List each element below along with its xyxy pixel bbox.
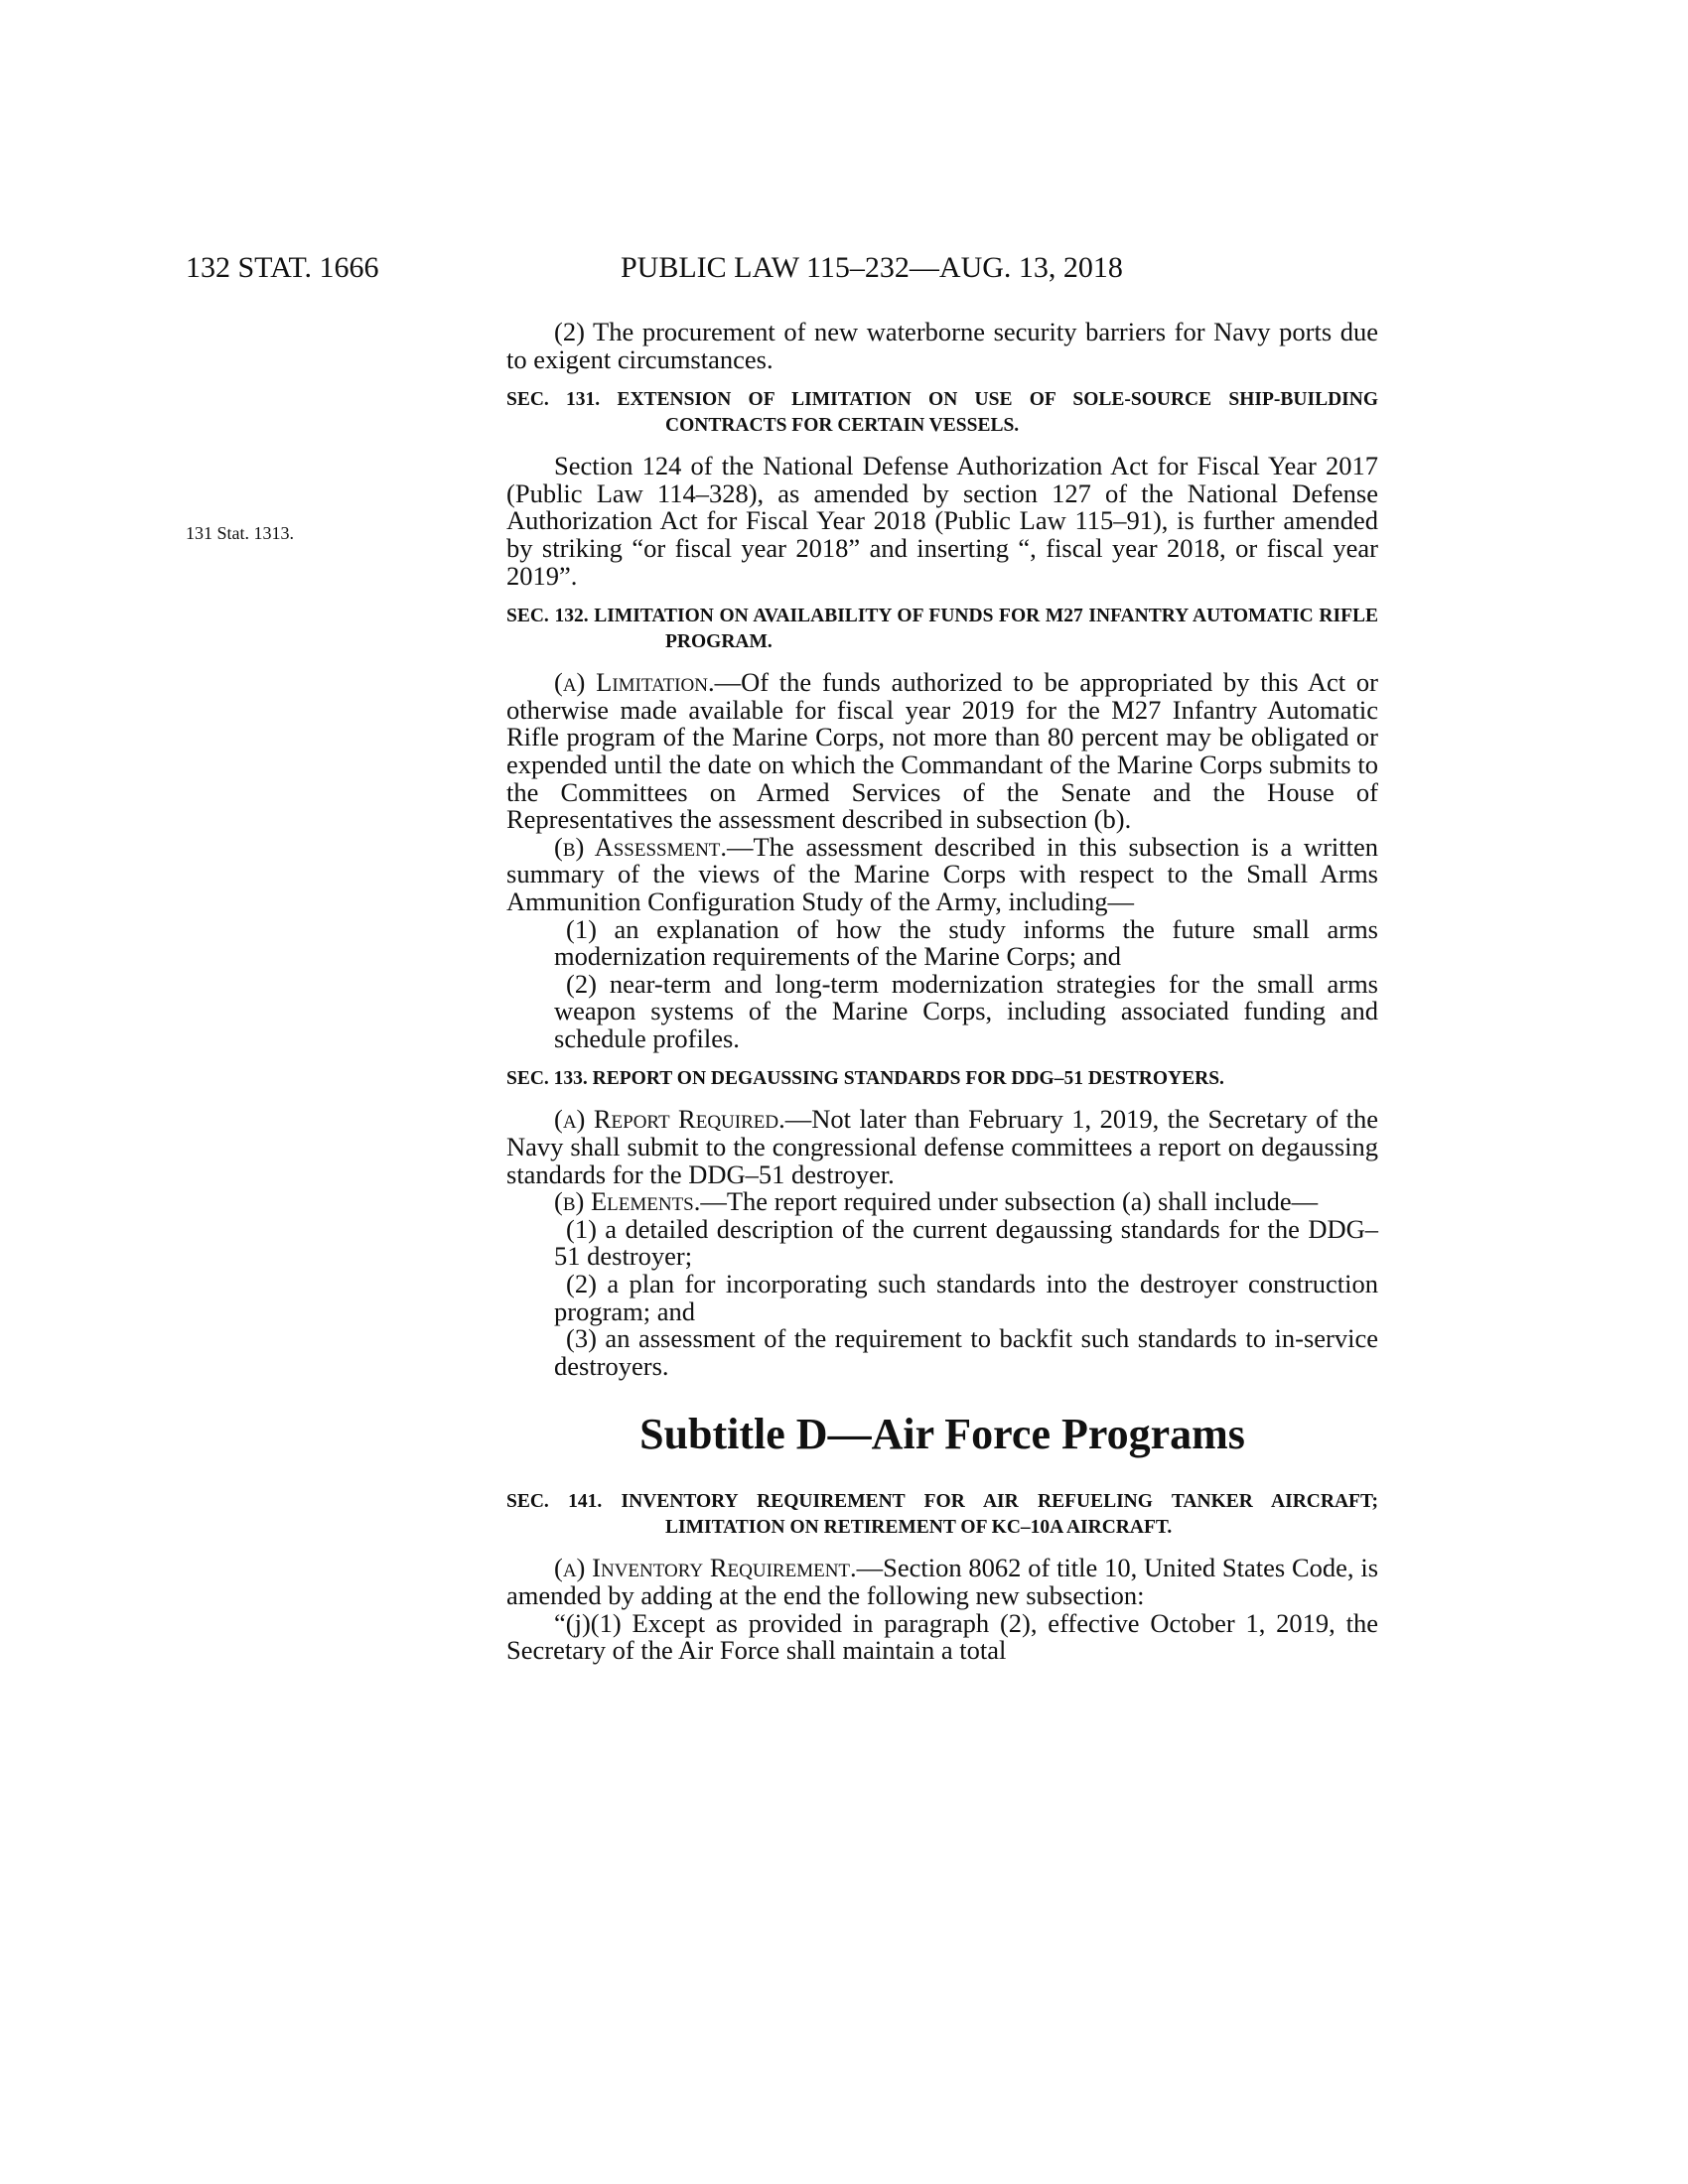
section-132-b-text: —The assessment described in this subsection is a written summary of the views of the Marine Corps with respect to the Small Arms Ammunition Configuration Study of the Army, including— [506,831,1378,916]
section-133-b-text: —The report required under subsection (a) shall include— [700,1186,1319,1217]
section-132-b [506,831,1378,916]
section-141-j-1: “(j)(1) Except as provided in paragraph (2), effective October 1, 2019, the Secretary of the Air Force shall maintain a total [506,1607,1378,1666]
section-131-text: Section 124 of the National Defense Authorization Act for Fiscal Year 2017 (Public Law 114–328), as amended by section 127 of the National Defense Authorization Act for Fiscal Year 2018 (Public Law 115–91), is further amended by striking “or fiscal year 2018” and inserting “, fiscal year 2018, or fiscal year 2019”. [506,451,1378,591]
section-133-a-label: (a) Report Required. [554,1104,785,1135]
margin-note: 131 Stat. 1313. [186,523,295,543]
section-132-b-1: (1) an explanation of how the study informs the future small arms modernization requirements of the Marine Corps; and [554,913,1378,972]
section-132-b-label: (b) Assessment. [554,831,728,862]
intro-paragraph: (2) The procurement of new waterborne security barriers for Navy ports due to exigent circumstances. [506,317,1378,374]
section-133-b-3: (3) an assessment of the requirement to backfit such standards to in-service destroyers. [554,1323,1378,1381]
section-131-heading: SEC. 131. EXTENSION OF LIMITATION ON USE OF SOLE-SOURCE SHIP-BUILDING CONTRACTS FOR CERTAIN VESSELS. [506,389,1378,437]
section-133-a [506,1106,1378,1188]
section-133-b-2: (2) a plan for incorporating such standards into the destroyer construction program; and [554,1269,1378,1326]
section-141-a [506,1555,1378,1609]
stat-reference: 132 STAT. 1666 [186,251,379,284]
section-132-b-2: (2) near-term and long-term modernization strategies for the small arms weapon systems of the Marine Corps, including associated funding and schedule profiles. [554,968,1378,1053]
section-133-b-1: (1) a detailed description of the current degaussing standards for the DDG–51 destroyer; [554,1213,1378,1272]
section-132-heading: SEC. 132. LIMITATION ON AVAILABILITY OF FUNDS FOR M27 INFANTRY AUTOMATIC RIFLE PROGRAM. [506,606,1378,653]
section-141-heading: SEC. 141. INVENTORY REQUIREMENT FOR AIR REFUELING TANKER AIRCRAFT; LIMITATION ON RETIREMENT OF KC–10A AIRCRAFT. [506,1491,1378,1539]
section-132-a-text: —Of the funds authorized to be appropriated by this Act or otherwise made available for fiscal year 2019 for the M27 Infantry Automatic Rifle program of the Marine Corps, not more than 80 percent may be obligated or expended until the date on which the Commandant of the Marine Corps submits to the Committees on Armed Services of the Senate and the House of Representatives the assessment described in subsection (b). [506,667,1378,835]
section-141-a-label: (a) Inventory Requirement. [554,1553,857,1583]
page-header [186,248,1226,288]
page-body [506,319,1378,1665]
section-133-a-text: —Not later than February 1, 2019, the Secretary of the Navy shall submit to the congressional defense committees a report on degaussing standards for the DDG–51 destroyer. [506,1104,1378,1189]
section-132-a-label: (a) Limitation. [554,667,715,698]
section-133-b-label: (b) Elements. [554,1186,701,1217]
law-title: PUBLIC LAW 115–232—AUG. 13, 2018 [621,251,1123,284]
subtitle-heading: Subtitle D—Air Force Programs [639,1410,1245,1459]
section-133-b [506,1188,1378,1216]
section-133-heading: SEC. 133. REPORT ON DEGAUSSING STANDARDS FOR DDG–51 DESTROYERS. [506,1068,1224,1090]
section-132-a [506,669,1378,834]
section-141-a-text: —Section 8062 of title 10, United States Code, is amended by adding at the end the following new subsection: [506,1553,1379,1610]
